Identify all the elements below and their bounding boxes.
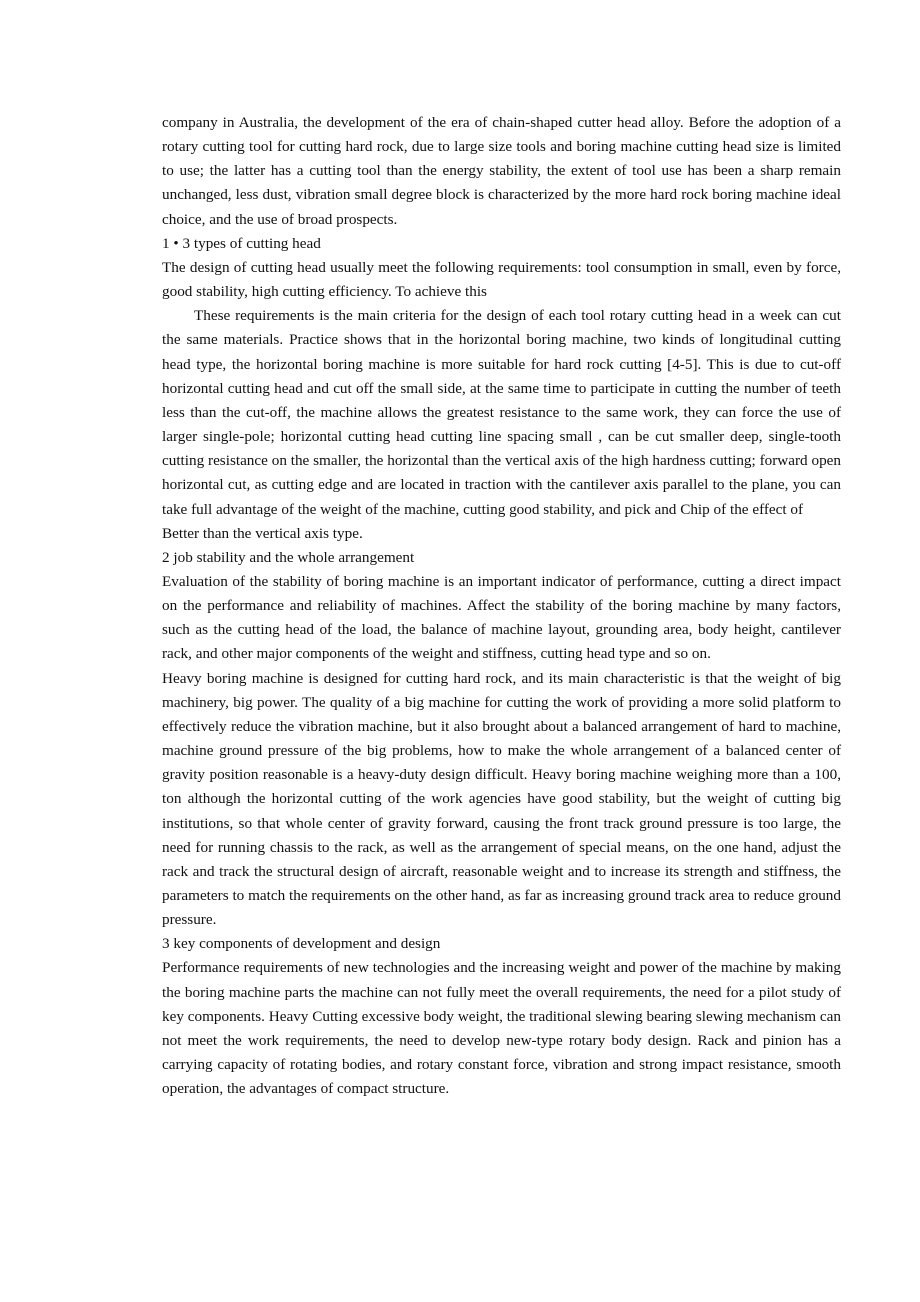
paragraph-design-criteria: These requirements is the main criteria for the design of each tool rotary cutting head in a week can cut the same materials. Practice shows that in the horizontal boring machine, two kinds of longitudinal cutting head type, the horizontal boring machine is more suitable for hard rock cutting [4-5]. This is due to cut-off horizontal cutting head and cut off the small side, at the same time to participate in cutting the number of teeth less than the cut-off, the machine allows the greatest resistance to the same work, they can force the use of larger single-pole; horizontal cutting head cutting line spacing small , can be cut smaller deep, single-tooth cutting resistance on the smaller, the horizontal than the vertical axis of the high hardness cutting; forward open horizontal cut, as cutting edge and are located in traction with the cantilever axis parallel to the plane, you can take full advantage of the weight of the machine, cutting good stability, and pick and Chip of the effect of (162, 307, 841, 518)
section-heading-job-stability: 2 job stability and the whole arrangement (162, 548, 415, 566)
paragraph-vertical-axis-comparison: Better than the vertical axis type. (162, 524, 363, 542)
paragraph-heavy-boring-machine: Heavy boring machine is designed for cutting hard rock, and its main characteristic is that the weight of big machinery, big power. The quality of a big machine for cutting the work of providing a more solid platform to effectively reduce the vibration machine, but it also brought about a balanced arrangement of hard to machine, machine ground pressure of the big problems, how to make the whole arrangement of a balanced center of gravity position reasonable is a heavy-duty design difficult. Heavy boring machine weighing more than a 100, ton although the horizontal cutting of the work agencies have good stability, but the weight of cutting big institutions, so that whole center of gravity forward, causing the front track ground pressure is too large, the need for running chassis to the rack, as well as the arrangement of special means, on the one hand, adjust the rack and track the structural design of aircraft, reasonable weight and to increase its strength and stiffness, the parameters to match the requirements on the other hand, as far as increasing ground track area to reduce ground pressure. (162, 669, 841, 929)
section-heading-key-components: 3 key components of development and design (162, 935, 441, 953)
paragraph-key-components: Performance requirements of new technologies and the increasing weight and power of the machine by making the boring machine parts the machine can not fully meet the overall requirements, the need for a pilot study of key components. Heavy Cutting excessive body weight, the traditional slewing bearing slewing mechanism can not meet the work requirements, the need to develop new-type rotary body design. Rack and pinion has a carrying capacity of rotating bodies, and rotary constant force, vibration and strong impact resistance, smooth operation, the advantages of compact structure. (162, 959, 841, 1098)
document-body (162, 111, 841, 1101)
paragraph-stability-evaluation: Evaluation of the stability of boring machine is an important indicator of performance, cutting a direct impact on the performance and reliability of machines. Affect the stability of the boring machine by many factors, such as the cutting head of the load, the balance of machine layout, grounding area, body height, cantilever rack, and other major components of the weight and stiffness, cutting head type and so on. (162, 572, 841, 663)
section-heading-cutting-head-types: 1 • 3 types of cutting head (162, 234, 321, 252)
paragraph-intro-continuation: company in Australia, the development of the era of chain-shaped cutter head alloy. Before the adoption of a rotary cutting tool for cutting hard rock, due to large size tools and boring machine cutting head size is limited to use; the latter has a cutting tool than the energy stability, the extent of tool use has been a sharp remain unchanged, less dust, vibration small degree block is characterized by the more hard rock boring machine ideal choice, and the use of broad prospects. (162, 114, 841, 228)
paragraph-design-requirements: The design of cutting head usually meet the following requirements: tool consumption in small, even by force, good stability, high cutting efficiency. To achieve this (162, 258, 841, 301)
